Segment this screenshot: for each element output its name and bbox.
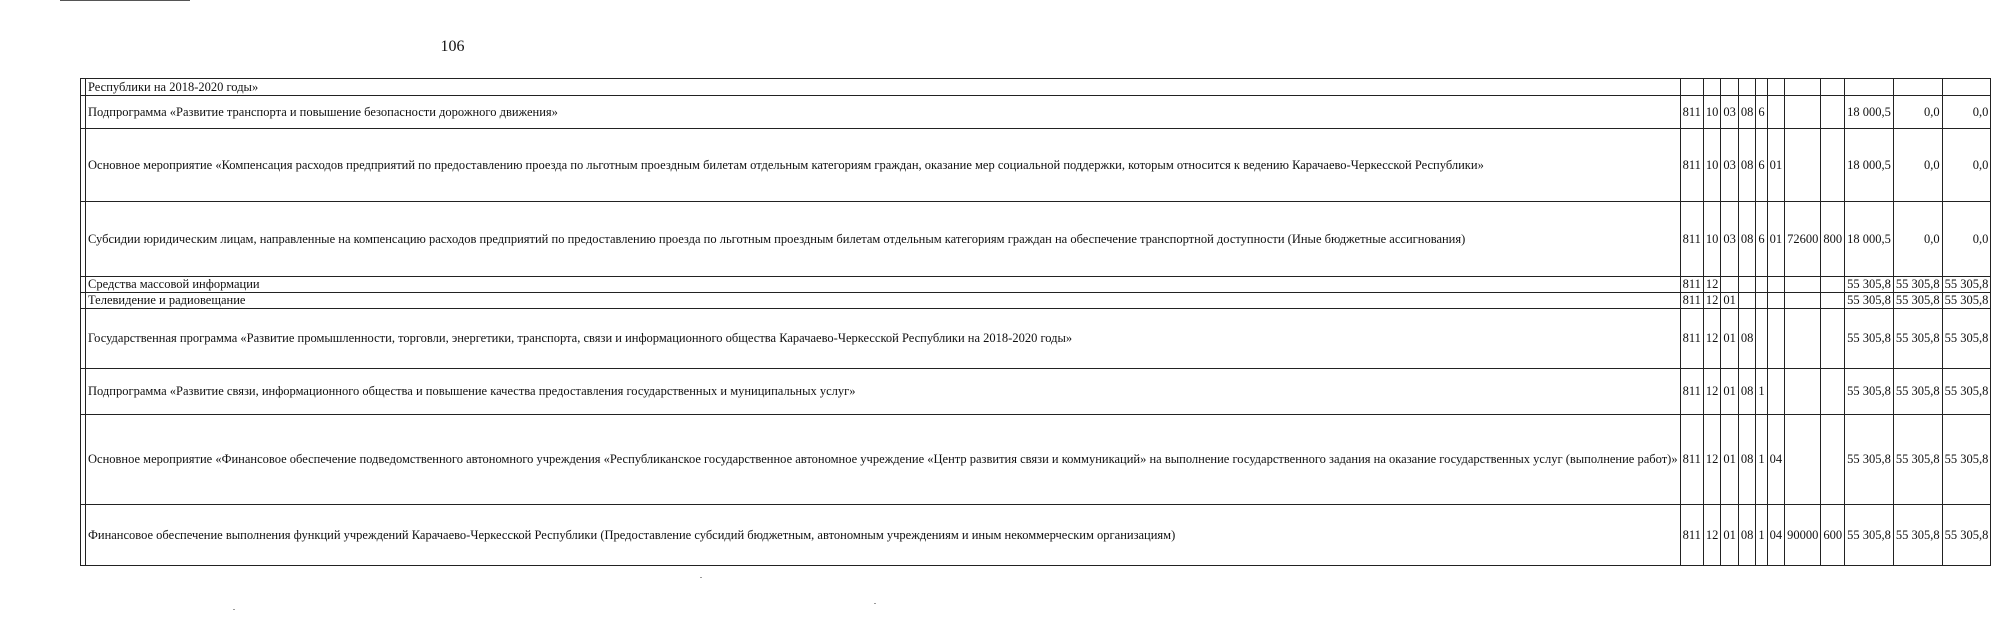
podrazdel-code <box>1721 277 1739 293</box>
razdel-code: 12 <box>1703 309 1721 369</box>
table-row <box>81 129 1991 202</box>
napravlenie-code: 72600 <box>1785 202 1821 277</box>
meropriyatie-code <box>1767 369 1785 415</box>
program-code: 08 <box>1738 202 1756 277</box>
vid-code <box>1821 415 1845 505</box>
podprogram-code <box>1756 79 1767 96</box>
vedomstvo-code: 811 <box>1680 96 1703 129</box>
sum-2018: 18 000,5 <box>1845 129 1894 202</box>
napravlenie-code: 90000 <box>1785 505 1821 566</box>
podrazdel-code: 03 <box>1721 202 1739 277</box>
sum-2019: 0,0 <box>1893 129 1942 202</box>
row-name: Республики на 2018-2020 годы» <box>86 79 1681 96</box>
table-row <box>81 309 1991 369</box>
podprogram-code: 1 <box>1756 505 1767 566</box>
page-number: 106 <box>440 38 465 55</box>
vedomstvo-code: 811 <box>1680 369 1703 415</box>
program-code <box>1738 293 1756 309</box>
sum-2019: 55 305,8 <box>1893 309 1942 369</box>
vid-code <box>1821 129 1845 202</box>
sum-2018: 55 305,8 <box>1845 293 1894 309</box>
scan-speck <box>233 609 235 610</box>
meropriyatie-code: 04 <box>1767 505 1785 566</box>
row-name: Государственная программа «Развитие промышленности, торговли, энергетики, транспорта, связи и информационного общества Карачаево-Черкесской Республики на 2018-2020 годы» <box>86 309 1681 369</box>
program-code: 08 <box>1738 505 1756 566</box>
podprogram-code <box>1756 293 1767 309</box>
sum-2020: 55 305,8 <box>1942 415 1991 505</box>
table-row <box>81 96 1991 129</box>
podrazdel-code <box>1721 79 1739 96</box>
podrazdel-code: 03 <box>1721 96 1739 129</box>
podrazdel-code: 01 <box>1721 415 1739 505</box>
sum-2019: 55 305,8 <box>1893 505 1942 566</box>
row-name: Субсидии юридическим лицам, направленные на компенсацию расходов предприятий по предоставлению проезда по льготным проездным билетам отдельным категориям граждан на обеспечение транспортной доступности (Иные бюджетные ассигнования) <box>86 202 1681 277</box>
meropriyatie-code: 04 <box>1767 415 1785 505</box>
razdel-code: 12 <box>1703 415 1721 505</box>
podprogram-code: 6 <box>1756 129 1767 202</box>
napravlenie-code <box>1785 129 1821 202</box>
napravlenie-code <box>1785 369 1821 415</box>
program-code: 08 <box>1738 129 1756 202</box>
vedomstvo-code: 811 <box>1680 505 1703 566</box>
vid-code <box>1821 96 1845 129</box>
razdel-code <box>1703 79 1721 96</box>
podrazdel-code: 01 <box>1721 369 1739 415</box>
meropriyatie-code <box>1767 96 1785 129</box>
sum-2019: 55 305,8 <box>1893 293 1942 309</box>
table-row <box>81 415 1991 505</box>
program-code <box>1738 277 1756 293</box>
podprogram-code <box>1756 277 1767 293</box>
sum-2018: 55 305,8 <box>1845 369 1894 415</box>
podrazdel-code: 01 <box>1721 309 1739 369</box>
razdel-code: 10 <box>1703 96 1721 129</box>
meropriyatie-code <box>1767 293 1785 309</box>
napravlenie-code <box>1785 293 1821 309</box>
napravlenie-code <box>1785 277 1821 293</box>
vedomstvo-code: 811 <box>1680 415 1703 505</box>
podprogram-code: 1 <box>1756 369 1767 415</box>
vedomstvo-code <box>1680 79 1703 96</box>
scan-speck <box>700 577 702 578</box>
podprogram-code: 6 <box>1756 96 1767 129</box>
table-row <box>81 277 1991 293</box>
napravlenie-code <box>1785 309 1821 369</box>
sum-2020: 55 305,8 <box>1942 505 1991 566</box>
napravlenie-code <box>1785 415 1821 505</box>
sum-2019: 55 305,8 <box>1893 277 1942 293</box>
program-code: 08 <box>1738 369 1756 415</box>
sum-2018: 55 305,8 <box>1845 415 1894 505</box>
sum-2020: 0,0 <box>1942 202 1991 277</box>
table-row <box>81 505 1991 566</box>
razdel-code: 12 <box>1703 369 1721 415</box>
scan-speck <box>874 603 876 604</box>
podprogram-code: 6 <box>1756 202 1767 277</box>
vedomstvo-code: 811 <box>1680 129 1703 202</box>
vedomstvo-code: 811 <box>1680 309 1703 369</box>
table-row <box>81 79 1991 96</box>
program-code <box>1738 79 1756 96</box>
napravlenie-code <box>1785 96 1821 129</box>
program-code: 08 <box>1738 96 1756 129</box>
sum-2020: 55 305,8 <box>1942 309 1991 369</box>
row-name: Средства массовой информации <box>86 277 1681 293</box>
podprogram-code <box>1756 309 1767 369</box>
sum-2019: 55 305,8 <box>1893 415 1942 505</box>
sum-2020: 0,0 <box>1942 96 1991 129</box>
vid-code <box>1821 309 1845 369</box>
meropriyatie-code <box>1767 79 1785 96</box>
program-code: 08 <box>1738 415 1756 505</box>
sum-2018: 55 305,8 <box>1845 309 1894 369</box>
budget-table <box>80 78 1991 566</box>
napravlenie-code <box>1785 79 1821 96</box>
razdel-code: 12 <box>1703 293 1721 309</box>
vid-code <box>1821 79 1845 96</box>
sum-2018 <box>1845 79 1894 96</box>
vedomstvo-code: 811 <box>1680 202 1703 277</box>
vid-code <box>1821 277 1845 293</box>
row-name: Основное мероприятие «Финансовое обеспечение подведомственного автономного учреждения «Республиканское государственное автономное учреждение «Центр развития связи и коммуникаций» на выполнение государственного задания на оказание государственных услуг (выполнение работ)» <box>86 415 1681 505</box>
program-code: 08 <box>1738 309 1756 369</box>
vid-code: 800 <box>1821 202 1845 277</box>
meropriyatie-code <box>1767 309 1785 369</box>
sum-2019: 0,0 <box>1893 202 1942 277</box>
vid-code <box>1821 293 1845 309</box>
table-row <box>81 369 1991 415</box>
header-rule <box>60 0 190 2</box>
sum-2019: 55 305,8 <box>1893 369 1942 415</box>
sum-2018: 55 305,8 <box>1845 277 1894 293</box>
row-name: Основное мероприятие «Компенсация расходов предприятий по предоставлению проезда по льготным проездным билетам отдельным категориям граждан, оказание мер социальной поддержки, которым относится к ведению Карачаево-Черкесской Республики» <box>86 129 1681 202</box>
podrazdel-code: 03 <box>1721 129 1739 202</box>
sum-2018: 18 000,5 <box>1845 96 1894 129</box>
sum-2018: 55 305,8 <box>1845 505 1894 566</box>
row-name: Подпрограмма «Развитие связи, информационного общества и повышение качества предоставления государственных и муниципальных услуг» <box>86 369 1681 415</box>
meropriyatie-code: 01 <box>1767 202 1785 277</box>
sum-2020: 0,0 <box>1942 129 1991 202</box>
meropriyatie-code: 01 <box>1767 129 1785 202</box>
razdel-code: 10 <box>1703 202 1721 277</box>
meropriyatie-code <box>1767 277 1785 293</box>
razdel-code: 12 <box>1703 505 1721 566</box>
row-name: Финансовое обеспечение выполнения функций учреждений Карачаево-Черкесской Республики (Предоставление субсидий бюджетным, автономным учреждениям и иным некоммерческим организациям) <box>86 505 1681 566</box>
row-name: Телевидение и радиовещание <box>86 293 1681 309</box>
sum-2020 <box>1942 79 1991 96</box>
sum-2018: 18 000,5 <box>1845 202 1894 277</box>
table-row <box>81 202 1991 277</box>
podrazdel-code: 01 <box>1721 293 1739 309</box>
row-name: Подпрограмма «Развитие транспорта и повышение безопасности дорожного движения» <box>86 96 1681 129</box>
sum-2019 <box>1893 79 1942 96</box>
razdel-code: 10 <box>1703 129 1721 202</box>
sum-2020: 55 305,8 <box>1942 277 1991 293</box>
vedomstvo-code: 811 <box>1680 293 1703 309</box>
razdel-code: 12 <box>1703 277 1721 293</box>
vedomstvo-code: 811 <box>1680 277 1703 293</box>
sum-2020: 55 305,8 <box>1942 293 1991 309</box>
podrazdel-code: 01 <box>1721 505 1739 566</box>
sum-2020: 55 305,8 <box>1942 369 1991 415</box>
podprogram-code: 1 <box>1756 415 1767 505</box>
table-row <box>81 293 1991 309</box>
vid-code: 600 <box>1821 505 1845 566</box>
sum-2019: 0,0 <box>1893 96 1942 129</box>
vid-code <box>1821 369 1845 415</box>
